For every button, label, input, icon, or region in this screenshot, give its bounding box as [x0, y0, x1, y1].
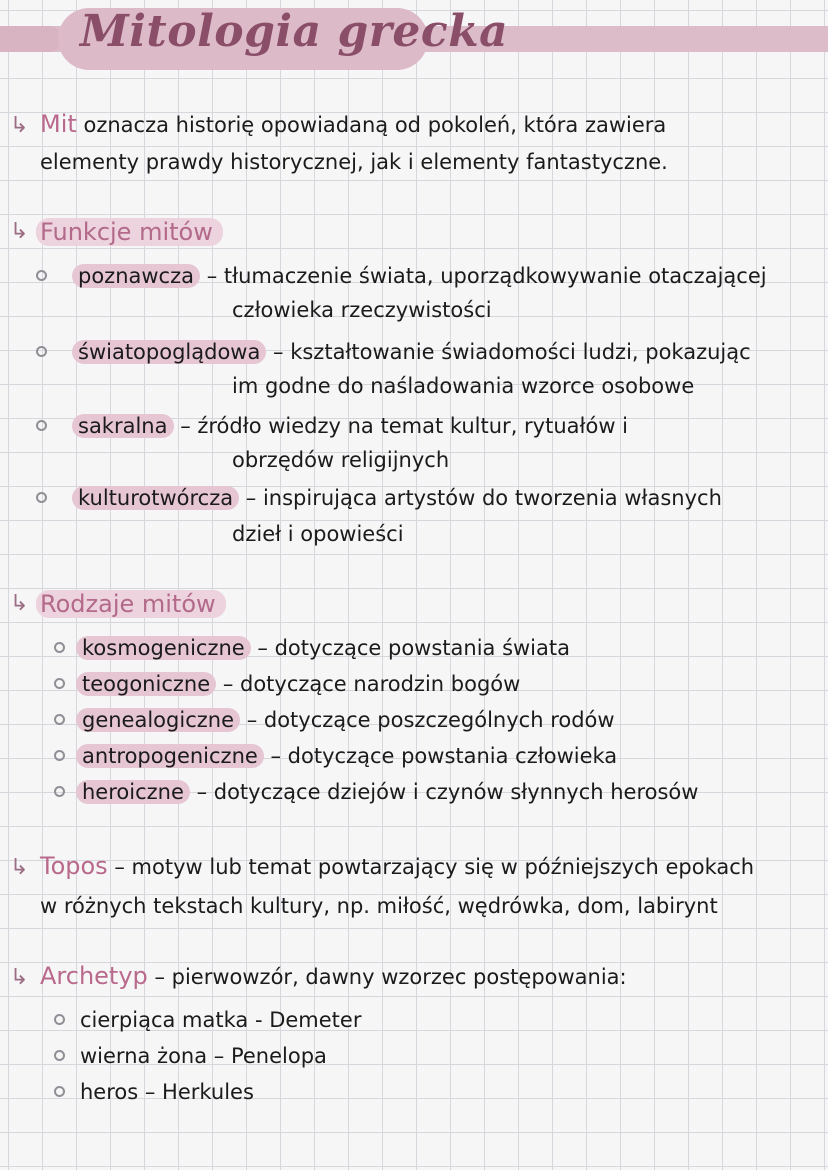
bullet-icon — [54, 678, 65, 689]
topos-keyword: Topos — [40, 852, 108, 880]
rodzaje-item — [76, 778, 698, 806]
archetyp-keyword: Archetyp — [40, 962, 148, 990]
bullet-icon — [54, 1014, 65, 1025]
funkcje-desc-cont: człowieka rzeczywistości — [232, 298, 492, 322]
mit-keyword: Mit — [40, 110, 77, 138]
rodzaje-desc: – dotyczące powstania świata — [257, 636, 570, 660]
bullet-icon — [54, 786, 65, 797]
arrow-icon: ↳ — [10, 113, 29, 138]
mit-text-1: oznacza historię opowiadaną od pokoleń, która zawiera — [83, 113, 667, 137]
rodzaje-term: kosmogeniczne — [76, 636, 251, 660]
rodzaje-term: genealogiczne — [76, 708, 240, 732]
rodzaje-item — [76, 670, 520, 698]
mit-line-1 — [40, 110, 666, 139]
page-title: Mitologia grecka — [80, 6, 509, 57]
funkcje-item — [72, 262, 767, 290]
funkcje-item — [72, 412, 628, 440]
funkcje-desc: – inspirująca artystów do tworzenia własnych — [245, 486, 722, 510]
topos-line-1 — [40, 852, 754, 881]
rodzaje-term: heroiczne — [76, 780, 190, 804]
funkcje-heading: Funkcje mitów — [36, 218, 223, 246]
rodzaje-heading-row — [36, 590, 226, 619]
archetyp-line-1 — [40, 962, 627, 991]
funkcje-desc-cont: dzieł i opowieści — [232, 522, 404, 546]
rodzaje-desc: – dotyczące powstania człowieka — [270, 744, 618, 768]
topos-line-2: w różnych tekstach kultury, np. miłość, wędrówka, dom, labirynt — [40, 894, 718, 918]
archetyp-item: wierna żona – Penelopa — [80, 1044, 327, 1068]
rodzaje-term: antropogeniczne — [76, 744, 264, 768]
bullet-icon — [36, 346, 47, 357]
bullet-icon — [54, 642, 65, 653]
bullet-icon — [54, 714, 65, 725]
funkcje-heading-row — [36, 218, 223, 247]
rodzaje-item — [76, 742, 617, 770]
rodzaje-desc: – dotyczące dziejów i czynów słynnych herosów — [196, 780, 699, 804]
arrow-icon: ↳ — [10, 219, 29, 244]
funkcje-term: sakralna — [72, 414, 174, 438]
bullet-icon — [54, 1086, 65, 1097]
funkcje-desc: – kształtowanie świadomości ludzi, pokazując — [273, 340, 751, 364]
archetyp-item: heros – Herkules — [80, 1080, 254, 1104]
funkcje-term: światopoglądowa — [72, 340, 266, 364]
bullet-icon — [54, 750, 65, 761]
rodzaje-item — [76, 634, 570, 662]
funkcje-desc-cont: obrzędów religijnych — [232, 448, 450, 472]
rodzaje-desc: – dotyczące narodzin bogów — [222, 672, 521, 696]
funkcje-term: kulturotwórcza — [72, 486, 239, 510]
bullet-icon — [36, 492, 47, 503]
funkcje-item — [72, 338, 751, 366]
mit-line-2: elementy prawdy historycznej, jak i elementy fantastyczne. — [40, 150, 668, 174]
funkcje-term: poznawcza — [72, 264, 200, 288]
rodzaje-desc: – dotyczące poszczególnych rodów — [246, 708, 615, 732]
arrow-icon: ↳ — [10, 965, 29, 990]
rodzaje-heading: Rodzaje mitów — [36, 590, 226, 618]
funkcje-desc: – tłumaczenie świata, uporządkowywanie otaczającej — [206, 264, 767, 288]
archetyp-item: cierpiąca matka - Demeter — [80, 1008, 362, 1032]
rodzaje-item — [76, 706, 615, 734]
funkcje-desc-cont: im godne do naśladowania wzorce osobowe — [232, 374, 695, 398]
funkcje-item — [72, 484, 722, 512]
bullet-icon — [36, 420, 47, 431]
bullet-icon — [54, 1050, 65, 1061]
topos-text-1: – motyw lub temat powtarzający się w późniejszych epokach — [114, 855, 755, 879]
bullet-icon — [36, 270, 47, 281]
arrow-icon: ↳ — [10, 591, 29, 616]
title-band-cap — [0, 26, 62, 52]
arrow-icon: ↳ — [10, 855, 29, 880]
archetyp-text-1: – pierwowzór, dawny wzorzec postępowania: — [154, 965, 627, 989]
funkcje-desc: – źródło wiedzy na temat kultur, rytuałów i — [180, 414, 629, 438]
rodzaje-term: teogoniczne — [76, 672, 216, 696]
